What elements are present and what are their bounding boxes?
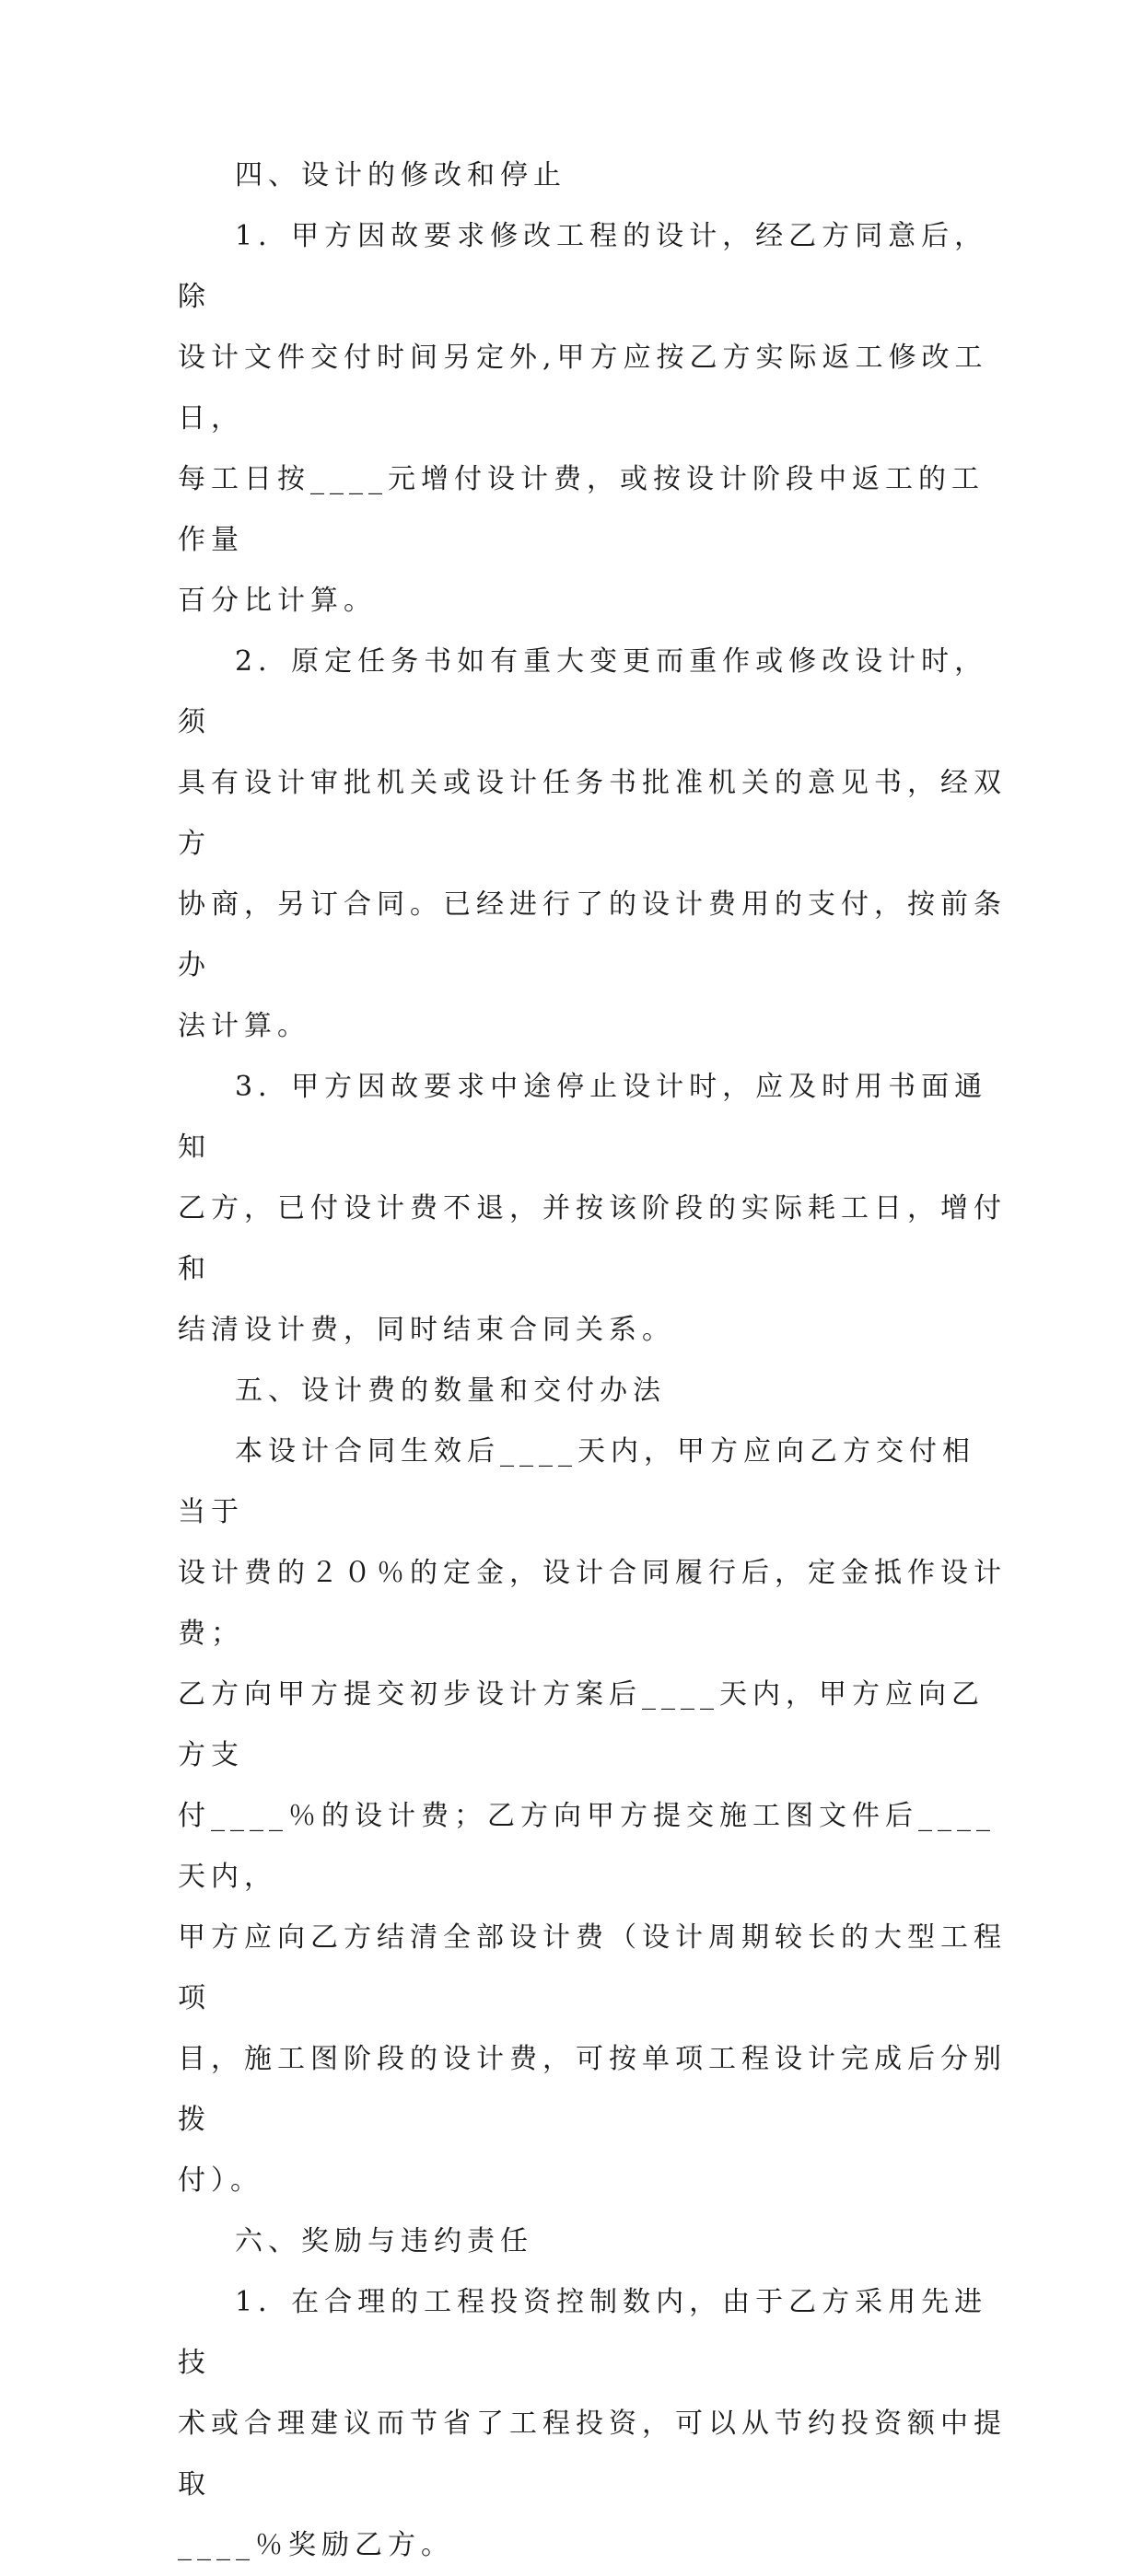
paragraph-line: 法计算。 bbox=[178, 1010, 310, 1042]
paragraph-first-line: 1．在合理的工程投资控制数内，由于乙方采用先进技 bbox=[178, 2286, 988, 2379]
paragraph-line: 设计费的２０％的定金，设计合同履行后，定金抵作设计费； bbox=[178, 1557, 1007, 1650]
paragraph-line: 目，施工图阶段的设计费，可按单项工程设计完成后分别拨 bbox=[178, 2043, 1007, 2136]
paragraph-line: 乙方，已付设计费不退，并按该阶段的实际耗工日，增付和 bbox=[178, 1192, 1007, 1285]
section-heading: 四、设计的修改和停止 bbox=[235, 159, 566, 191]
paragraph-line: 结清设计费，同时结束合同关系。 bbox=[178, 1314, 675, 1346]
paragraph-line: 付）。 bbox=[178, 2164, 263, 2197]
paragraph-first-line: 1．甲方因故要求修改工程的设计，经乙方同意后，除 bbox=[178, 220, 988, 313]
section-heading: 五、设计费的数量和交付办法 bbox=[235, 1375, 666, 1407]
paragraph-line: 术或合理建议而节省了工程投资，可以从节约投资额中提取 bbox=[178, 2408, 1007, 2501]
paragraph-line: 付____％的设计费；乙方向甲方提交施工图文件后____天内， bbox=[178, 1800, 996, 1893]
document-body bbox=[178, 145, 1007, 2576]
paragraph-line: 设计文件交付时间另定外,甲方应按乙方实际返工修改工日， bbox=[178, 342, 988, 435]
paragraph-line: 乙方向甲方提交初步设计方案后____天内，甲方应向乙方支 bbox=[178, 1678, 985, 1771]
section-heading: 六、奖励与违约责任 bbox=[235, 2225, 533, 2257]
paragraph-line: 甲方应向乙方结清全部设计费（设计周期较长的大型工程项 bbox=[178, 1921, 1007, 2014]
paragraph-line: 每工日按____元增付设计费，或按设计阶段中返工的工作量 bbox=[178, 463, 985, 556]
paragraph-line: 协商，另订合同。已经进行了的设计费用的支付，按前条办 bbox=[178, 888, 1007, 981]
paragraph-line: ____％奖励乙方。 bbox=[178, 2529, 454, 2561]
paragraph-first-line: 2．原定任务书如有重大变更而重作或修改设计时，须 bbox=[178, 645, 988, 738]
paragraph-line: 百分比计算。 bbox=[178, 585, 377, 617]
paragraph-first-line: 3．甲方因故要求中途停止设计时，应及时用书面通知 bbox=[178, 1071, 988, 1164]
paragraph-line: 具有设计审批机关或设计任务书批准机关的意见书，经双方 bbox=[178, 767, 1007, 860]
paragraph-first-line: 本设计合同生效后____天内，甲方应向乙方交付相当于 bbox=[178, 1435, 975, 1528]
